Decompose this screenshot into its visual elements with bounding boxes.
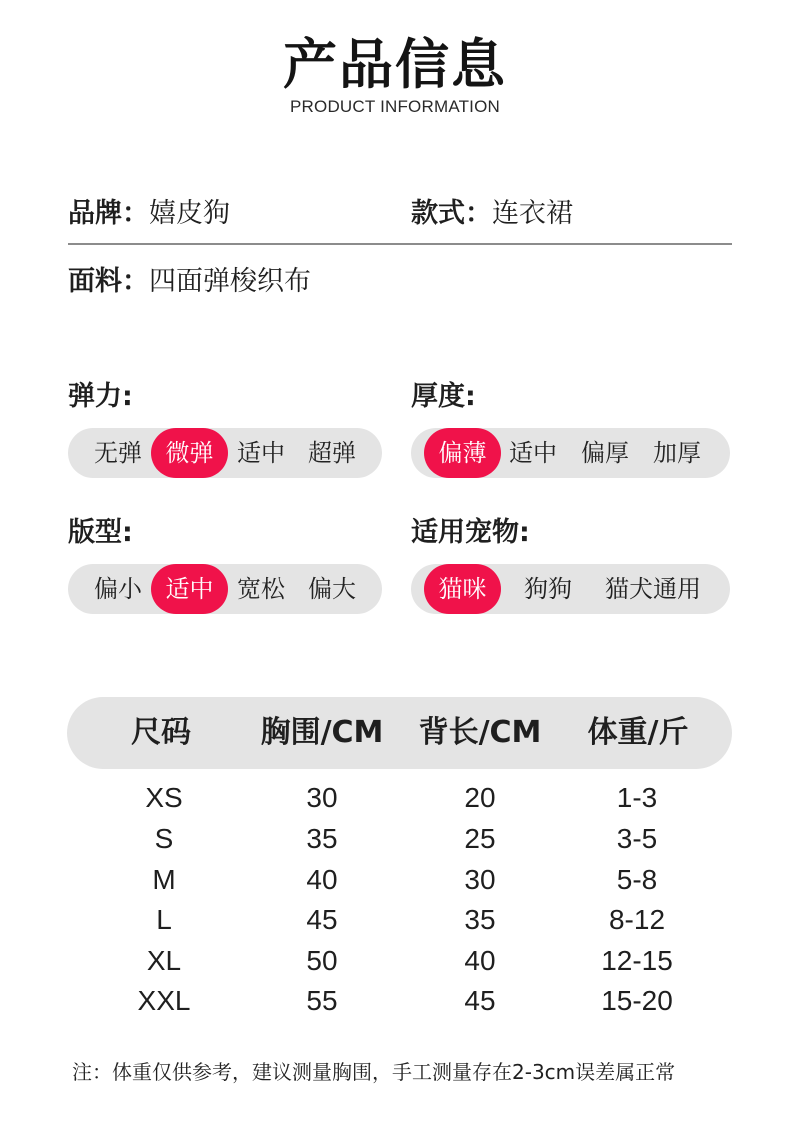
table-cell: M bbox=[152, 864, 176, 895]
fabric-label: 面料： bbox=[68, 266, 149, 297]
pet-title: 适用宠物: bbox=[411, 517, 530, 548]
thickness-option: 偏厚 bbox=[581, 439, 629, 467]
thickness-pill bbox=[411, 428, 730, 478]
pet-pill bbox=[411, 564, 730, 614]
elasticity-option: 适中 bbox=[237, 439, 285, 467]
elasticity-option-selected: 微弹 bbox=[151, 428, 228, 478]
table-cell: S bbox=[154, 823, 174, 854]
elasticity-option: 无弹 bbox=[94, 439, 142, 467]
table-cell: 35 bbox=[464, 904, 496, 935]
table-cell: 1-3 bbox=[616, 782, 658, 813]
measurement-note: 注：体重仅供参考，建议测量胸围，手工测量存在2-3cm误差属正常 bbox=[72, 1060, 676, 1084]
table-cell: 40 bbox=[464, 945, 496, 976]
fit-pill bbox=[68, 564, 382, 614]
fit-option: 宽松 bbox=[237, 575, 285, 603]
table-cell: L bbox=[156, 904, 172, 935]
size-table-header bbox=[67, 697, 732, 769]
table-header-cell: 尺码 bbox=[131, 715, 191, 750]
thickness-option: 加厚 bbox=[653, 439, 701, 467]
table-cell: 12-15 bbox=[601, 945, 673, 976]
table-header-cell: 体重/斤 bbox=[587, 715, 689, 750]
style-label: 款式： bbox=[411, 198, 492, 229]
table-cell: 55 bbox=[306, 985, 338, 1016]
table-cell: XL bbox=[146, 945, 182, 976]
thickness-option: 适中 bbox=[509, 439, 557, 467]
table-cell: 30 bbox=[306, 782, 338, 813]
elasticity-option: 超弹 bbox=[308, 439, 356, 467]
table-header-cell: 背长/CM bbox=[418, 715, 542, 750]
table-cell: 5-8 bbox=[616, 864, 658, 895]
table-cell: XXL bbox=[137, 985, 191, 1016]
table-cell: 35 bbox=[306, 823, 338, 854]
style-info bbox=[411, 191, 573, 230]
fabric-info bbox=[68, 259, 311, 298]
thickness-title: 厚度: bbox=[411, 381, 476, 412]
table-cell: 3-5 bbox=[616, 823, 658, 854]
fit-option-selected: 适中 bbox=[151, 564, 228, 614]
brand-info bbox=[68, 191, 230, 230]
table-cell: 20 bbox=[464, 782, 496, 813]
table-cell: 30 bbox=[464, 864, 496, 895]
thickness-option-selected: 偏薄 bbox=[424, 428, 501, 478]
brand-label: 品牌： bbox=[68, 198, 149, 229]
style-value: 连衣裙 bbox=[492, 198, 573, 229]
fit-option: 偏大 bbox=[308, 575, 356, 603]
fabric-value: 四面弹梭织布 bbox=[149, 266, 311, 297]
info-divider bbox=[68, 243, 732, 245]
fit-option: 偏小 bbox=[94, 575, 142, 603]
page-title: 产品信息 bbox=[283, 33, 507, 96]
table-cell: 8-12 bbox=[608, 904, 666, 935]
pet-option: 猫犬通用 bbox=[605, 575, 701, 603]
table-header-cell: 胸围/CM bbox=[260, 715, 384, 750]
pet-option: 狗狗 bbox=[524, 575, 572, 603]
table-cell: 45 bbox=[306, 904, 338, 935]
elasticity-pill bbox=[68, 428, 382, 478]
table-cell: 15-20 bbox=[601, 985, 673, 1016]
fit-title: 版型: bbox=[68, 517, 133, 548]
table-cell: 40 bbox=[306, 864, 338, 895]
table-cell: 45 bbox=[464, 985, 496, 1016]
table-cell: 25 bbox=[464, 823, 496, 854]
pet-option-selected: 猫咪 bbox=[424, 564, 501, 614]
brand-value: 嬉皮狗 bbox=[149, 198, 230, 229]
table-cell: 50 bbox=[306, 945, 338, 976]
page-subtitle: PRODUCT INFORMATION bbox=[290, 97, 500, 116]
elasticity-title: 弹力: bbox=[68, 381, 133, 412]
table-cell: XS bbox=[145, 782, 183, 813]
